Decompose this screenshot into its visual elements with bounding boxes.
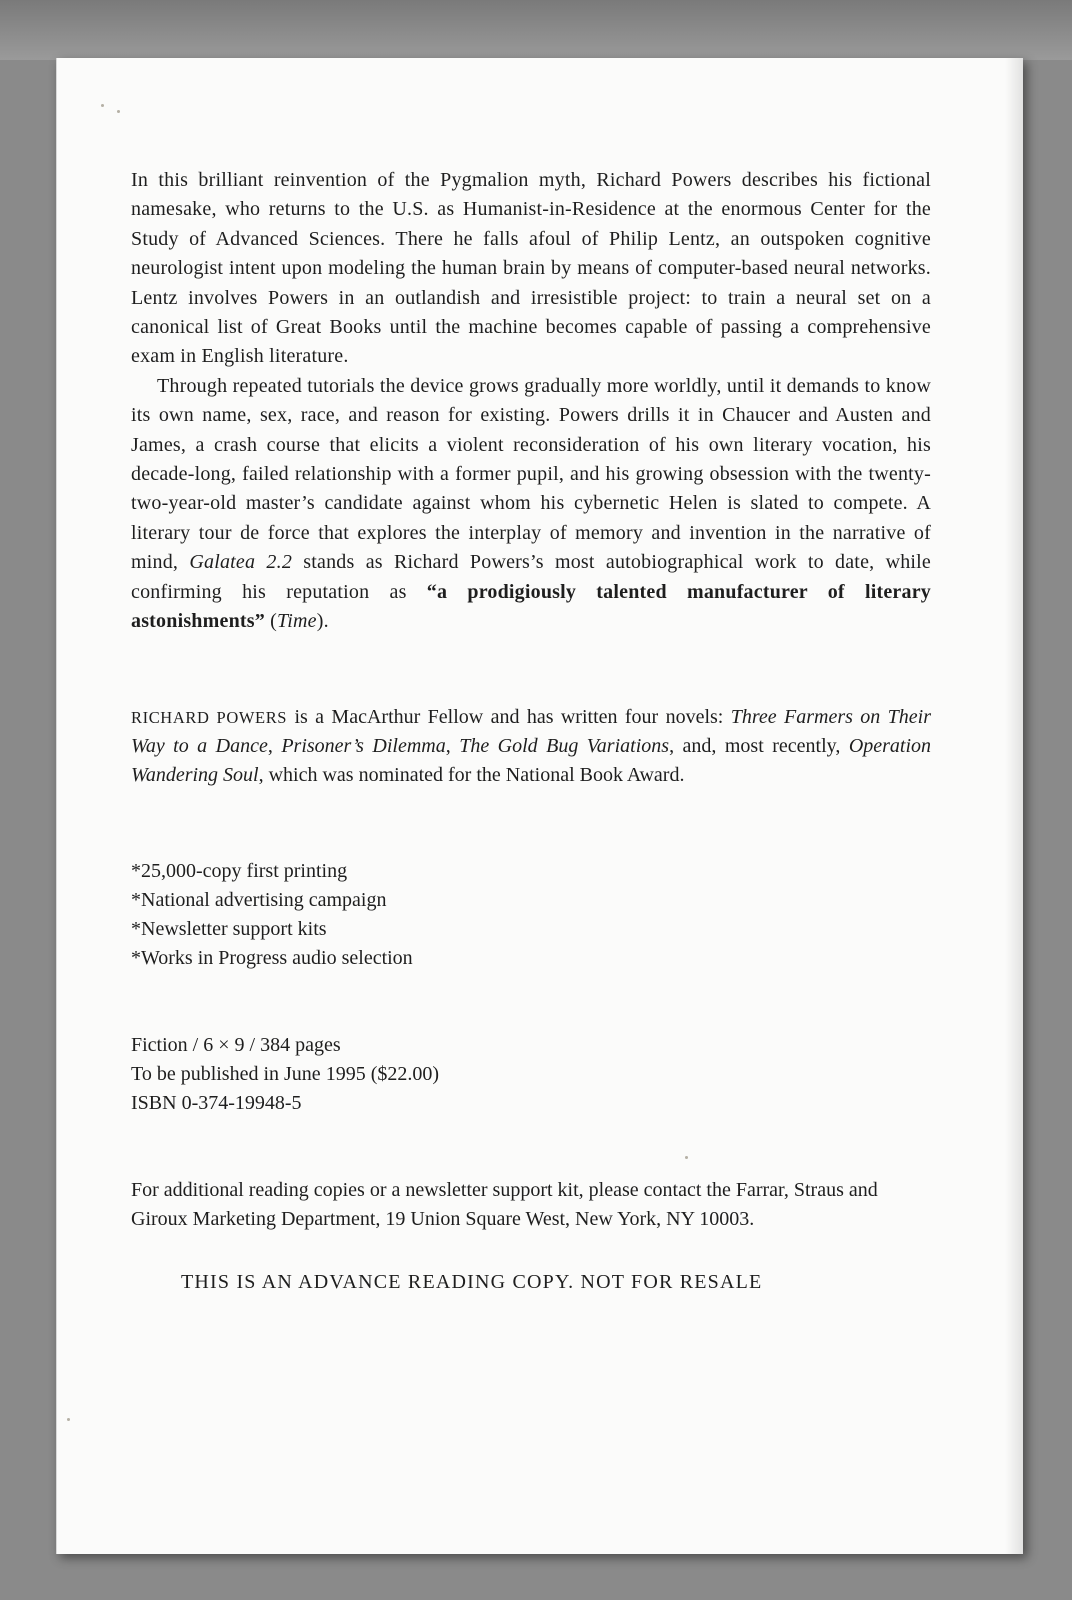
review-quote: “a prodigiously talented manufacturer of literary astonishments”: [131, 580, 931, 633]
description-text: Through repeated tutorials the device grows gradually more worldly, until it demands to know its own name, sex, race, and reason for existing. Powers drills it in Chaucer and Austen and James, a crash course that elicits a violent reconsideration of his own literary vocation, his decade-long, failed relationship with a former pupil, and his growing obsession with the twenty-two-year-old master’s candidate against whom his cybernetic Helen is slated to compete. A literary tour de force that explores the interplay of memory and invention in the narrative of mind,: [131, 374, 931, 574]
novel-title: Prisoner’s Dilemma: [281, 734, 446, 757]
contact-info: For additional reading copies or a newsletter support kit, please contact the Farrar, Straus and Giroux Marketing Department, 19 Union Square West, New York, NY 10003.: [131, 1178, 878, 1230]
marketing-item: *Works in Progress audio selection: [131, 946, 413, 969]
background-surface: [0, 0, 1072, 60]
speck: [101, 104, 104, 107]
novel-title: Operation Wandering Soul: [131, 734, 932, 787]
book-description: [131, 166, 931, 637]
novel-title: The Gold Bug Variations: [459, 734, 670, 757]
punctuation: ).: [316, 610, 329, 633]
marketing-item: *National advertising campaign: [131, 888, 387, 911]
punctuation: ,: [445, 734, 451, 757]
quote-source: Time: [277, 610, 317, 633]
description-text: stands as Richard Powers’s most autobiographical work to date, while confirming his reputation as: [131, 551, 932, 603]
description-paragraph-1: In this brilliant reinvention of the Pygmalion myth, Richard Powers describes his fictional namesake, who returns to the U.S. as Humanist-in-Residence at the enormous Center for the Study of Advanced Sciences. There he falls afoul of Philip Lentz, an outspoken cognitive neurologist intent upon modeling the human brain by means of computer-based neural networks. Lentz involves Powers in an outlandish and irresistible project: to train a neural set on a canonical list of Great Books until the machine becomes capable of passing a comprehensive exam in English literature.: [131, 169, 931, 368]
publication-date-price: To be published in June 1995 ($22.00): [131, 1062, 440, 1085]
isbn: ISBN 0-374-19948-5: [131, 1091, 302, 1114]
marketing-list: [131, 857, 931, 973]
speck: [117, 110, 120, 113]
author-name: RICHARD POWERS: [131, 707, 288, 727]
bio-text: , which was nominated for the National Book Award.: [258, 764, 685, 787]
speck: [67, 1418, 70, 1421]
book-title: Galatea 2.2: [189, 551, 293, 574]
marketing-item: *25,000-copy first printing: [131, 859, 348, 882]
bio-text: , and, most recently,: [669, 734, 841, 757]
book-format: Fiction / 6 × 9 / 384 pages: [131, 1033, 341, 1056]
marketing-item: *Newsletter support kits: [131, 917, 327, 940]
punctuation: (: [270, 610, 278, 633]
bio-text: is a MacArthur Fellow and has written four novels:: [294, 705, 724, 728]
cover-text: [131, 166, 931, 1294]
advance-copy-notice: THIS IS AN ADVANCE READING COPY. NOT FOR RESALE: [181, 1270, 763, 1293]
book-back-cover: [56, 58, 1023, 1554]
publication-details: [131, 1031, 931, 1118]
novel-title: Three Farmers on Their Way to a Dance: [131, 705, 931, 757]
punctuation: ,: [267, 734, 273, 757]
author-bio: [131, 703, 931, 791]
description-paragraph-2: [131, 372, 931, 637]
